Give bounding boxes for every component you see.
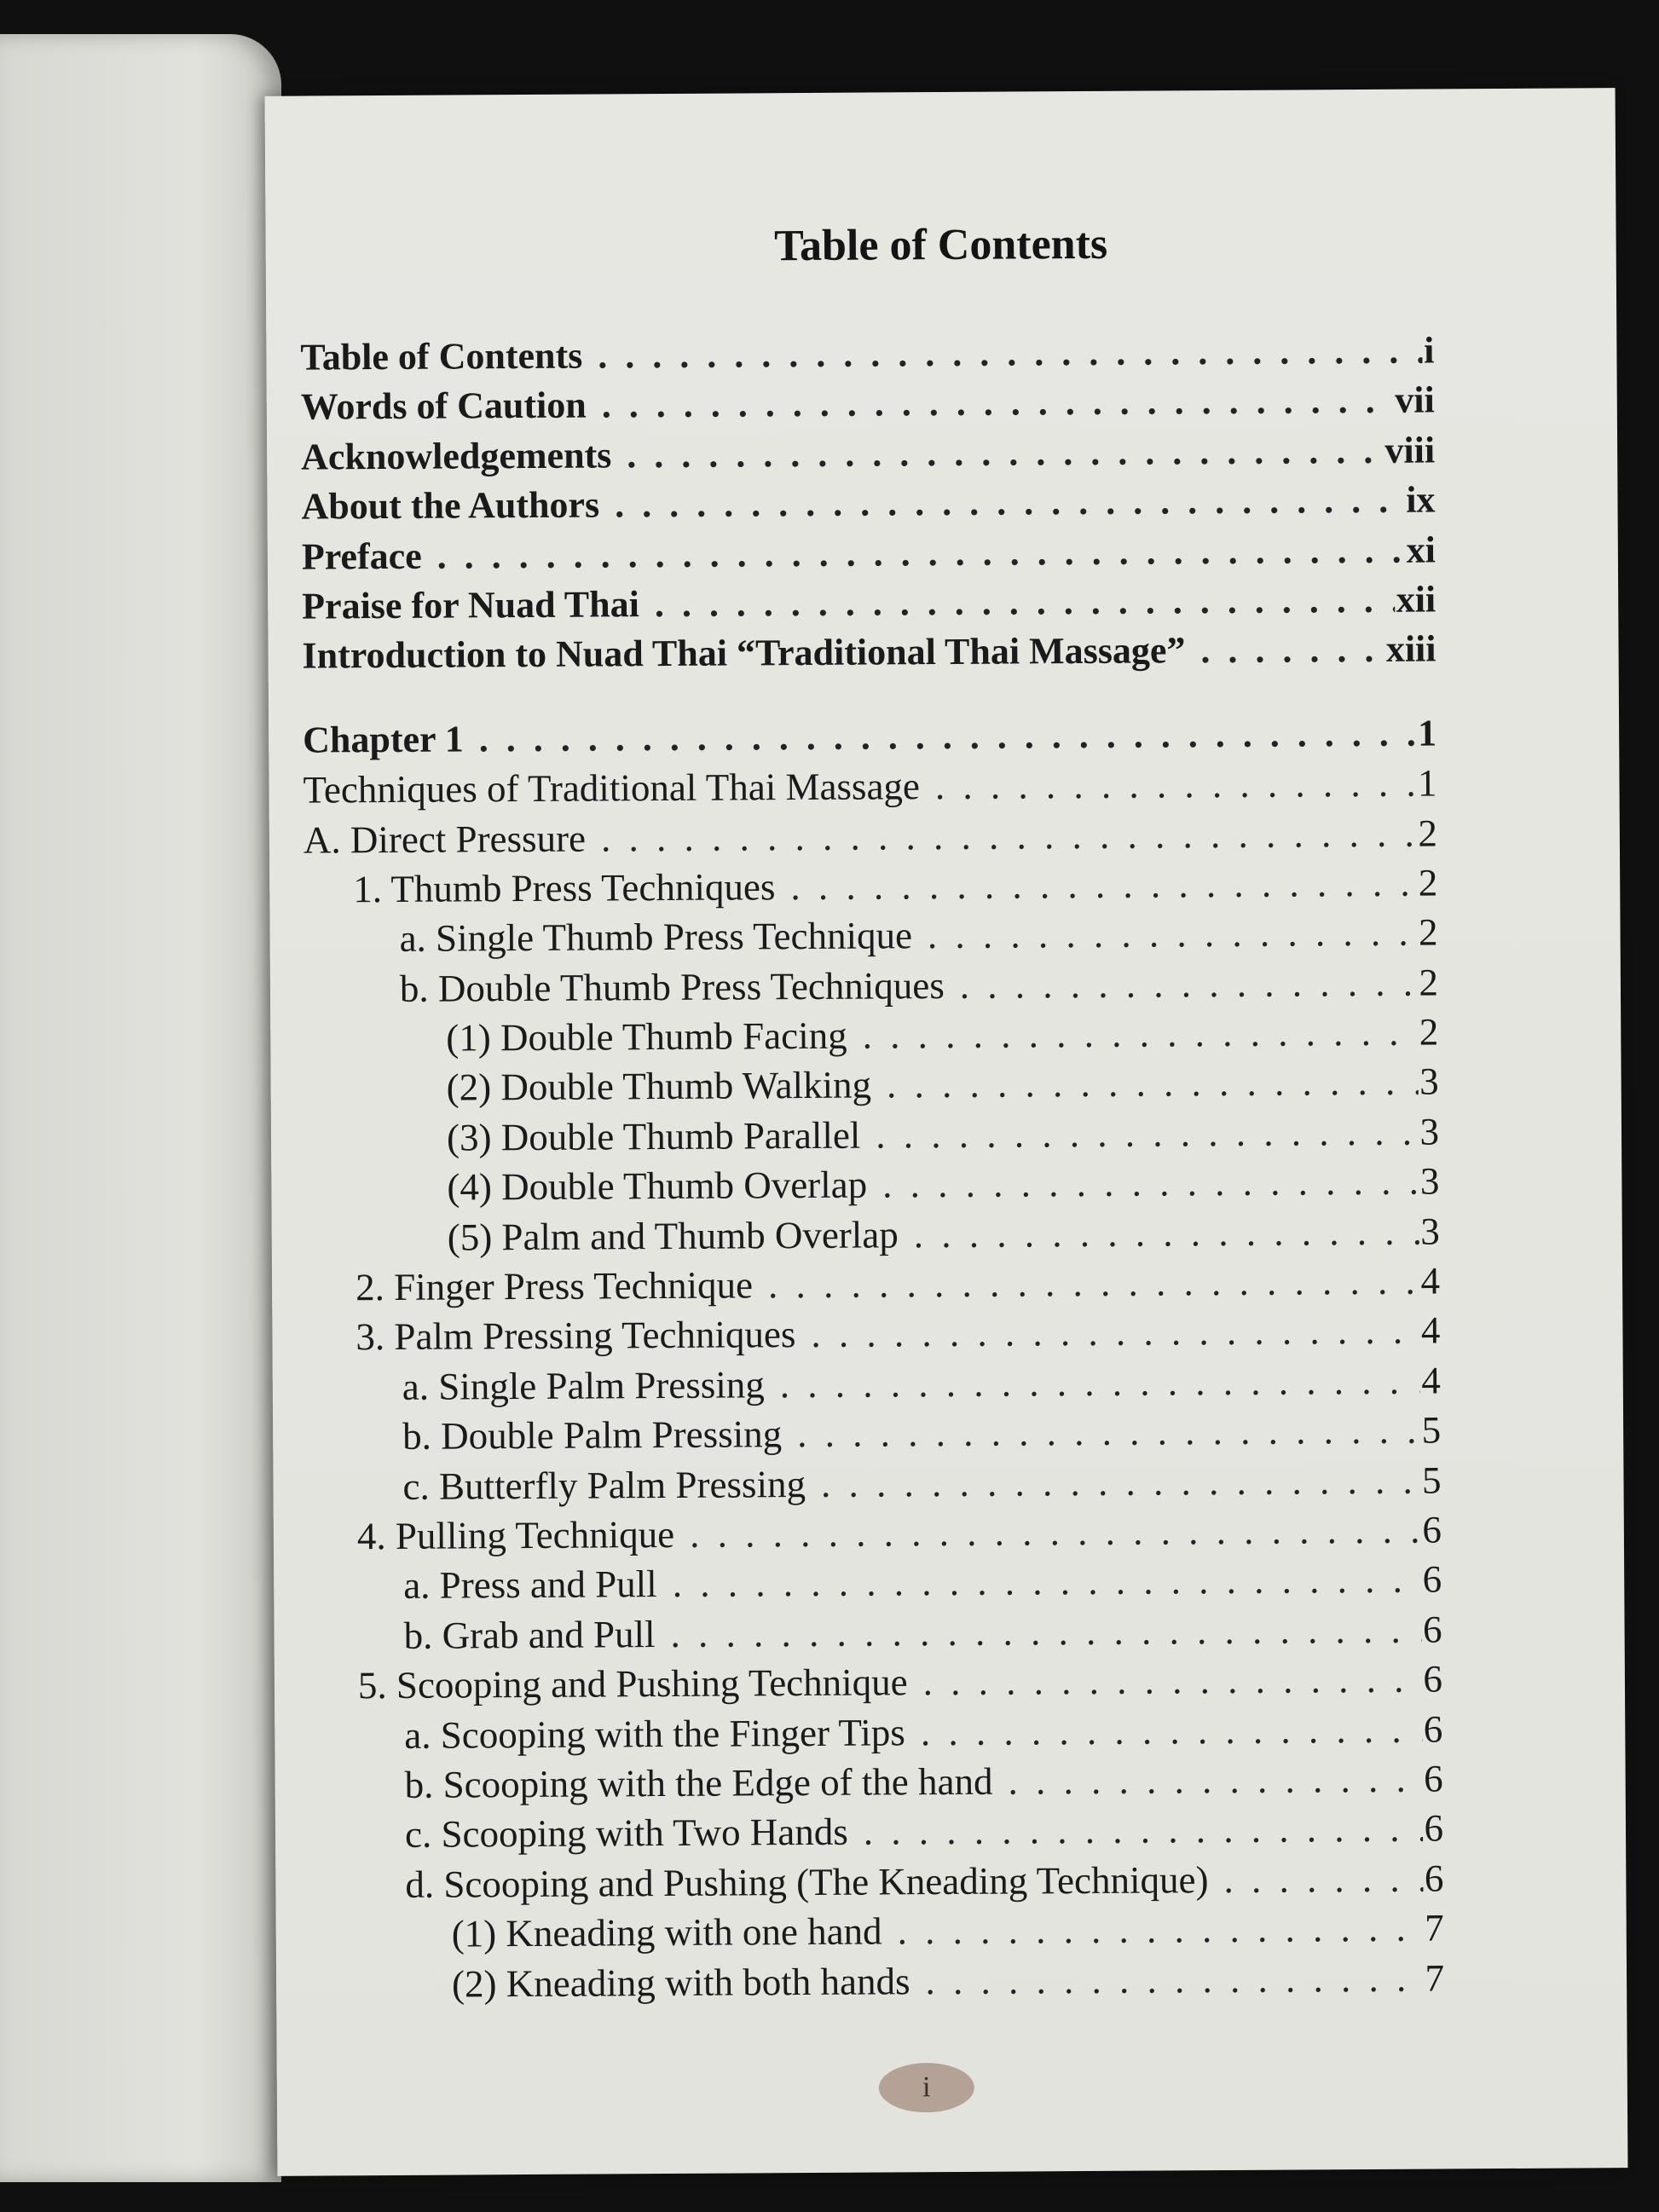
toc-entry-title: a. Single Palm Pressing xyxy=(402,1363,765,1408)
toc-entry xyxy=(307,1455,1441,1512)
toc-entry-page: 2 xyxy=(1418,910,1438,954)
toc-entry xyxy=(302,525,1436,582)
toc-entry xyxy=(304,1057,1438,1114)
dot-leader xyxy=(690,1505,1421,1560)
toc-entry-title: a. Single Thumb Press Technique xyxy=(399,914,913,961)
toc-entry xyxy=(310,1953,1444,2010)
toc-entry-title: (1) Double Thumb Facing xyxy=(446,1014,847,1060)
toc-entry-page: 1 xyxy=(1417,761,1437,805)
dot-leader xyxy=(479,708,1417,764)
toc-entry-title: Table of Contents xyxy=(300,334,583,378)
toc-entry-page: 6 xyxy=(1423,1757,1443,1800)
toc-entry-title: b. Double Palm Pressing xyxy=(402,1412,783,1458)
toc-entry-title: Chapter 1 xyxy=(303,718,464,761)
toc-entry xyxy=(309,1753,1442,1811)
toc-entry-title: (2) Double Thumb Walking xyxy=(446,1064,872,1110)
toc-entry-title: a. Press and Pull xyxy=(403,1562,657,1608)
toc-entry-page: xiii xyxy=(1385,627,1436,671)
toc-entry-page: 6 xyxy=(1423,1657,1443,1701)
dot-leader xyxy=(811,1306,1419,1360)
toc-entry-title: About the Authors xyxy=(301,483,600,528)
toc-entry xyxy=(301,425,1435,482)
toc-entry-title: a. Scooping with the Finger Tips xyxy=(404,1710,906,1757)
toc-entry xyxy=(307,1406,1441,1463)
toc-entry-page: viii xyxy=(1384,429,1436,471)
dot-leader xyxy=(882,1157,1419,1210)
toc-entry xyxy=(300,326,1434,383)
toc-entry-page: 2 xyxy=(1418,811,1438,855)
toc-entry xyxy=(309,1704,1442,1761)
toc-entry-page: 7 xyxy=(1425,1906,1444,1949)
toc-entry xyxy=(305,1106,1439,1164)
toc-entry xyxy=(304,957,1438,1014)
toc-entry-title: b. Grab and Pull xyxy=(403,1612,656,1657)
book-page xyxy=(265,88,1628,2176)
dot-leader xyxy=(797,1406,1420,1459)
dot-leader xyxy=(928,908,1417,961)
toc-entry-title: Words of Caution xyxy=(300,384,587,428)
toc-entry xyxy=(306,1206,1440,1263)
toc-entry-page: 2 xyxy=(1418,861,1438,904)
toc-entry-page: xii xyxy=(1396,578,1436,621)
toc-entry xyxy=(303,759,1436,816)
toc-entry-page: 6 xyxy=(1422,1608,1442,1651)
dot-leader xyxy=(897,1903,1423,1956)
toc-entry xyxy=(309,1853,1443,1910)
toc-entry-page: xi xyxy=(1406,528,1436,571)
toc-entry-title: 3. Palm Pressing Techniques xyxy=(356,1313,796,1359)
toc-entry-title: c. Butterfly Palm Pressing xyxy=(402,1462,806,1508)
toc-entry-title: 1. Thumb Press Techniques xyxy=(353,865,776,911)
toc-entry-page: 2 xyxy=(1419,961,1439,1004)
toc-entry xyxy=(306,1256,1440,1313)
dot-leader xyxy=(1223,1853,1423,1904)
toc-entry-title: (5) Palm and Thumb Overlap xyxy=(447,1212,899,1259)
toc-entry-page: 5 xyxy=(1421,1408,1442,1452)
toc-entry xyxy=(306,1306,1440,1363)
dot-leader xyxy=(601,808,1417,863)
toc-entry-page: 6 xyxy=(1422,1557,1442,1601)
toc-entry-title: c. Scooping with Two Hands xyxy=(404,1811,848,1857)
toc-entry-title: (2) Kneading with both hands xyxy=(451,1959,910,2006)
toc-entry xyxy=(303,708,1436,765)
dot-leader xyxy=(821,1455,1420,1509)
dot-leader xyxy=(921,1704,1422,1757)
dot-leader xyxy=(780,1355,1420,1409)
toc-entry-title: 4. Pulling Technique xyxy=(356,1512,675,1558)
toc-entry-page: ix xyxy=(1406,478,1436,521)
toc-entry xyxy=(302,575,1436,632)
toc-entry-title: Introduction to Nuad Thai “Traditional Thai Massage” xyxy=(302,629,1186,677)
toc-entry-page: 4 xyxy=(1420,1259,1441,1302)
dot-leader xyxy=(673,1555,1421,1609)
toc-entry-page: 6 xyxy=(1422,1508,1442,1551)
toc-list xyxy=(300,326,1444,2009)
toc-entry xyxy=(307,1355,1441,1412)
toc-entry-page: 4 xyxy=(1421,1359,1441,1402)
toc-entry-title: (1) Kneading with one hand xyxy=(451,1909,882,1955)
toc-entry xyxy=(308,1505,1442,1562)
toc-entry-title: 2. Finger Press Technique xyxy=(355,1263,754,1309)
toc-entry-title: b. Double Thumb Press Techniques xyxy=(399,963,945,1010)
toc-entry xyxy=(308,1555,1442,1612)
toc-entry xyxy=(302,625,1436,682)
toc-entry xyxy=(303,908,1437,965)
toc-entry-title: d. Scooping and Pushing (The Kneading Technique) xyxy=(405,1857,1209,1906)
toc-entry-page: 3 xyxy=(1419,1060,1439,1104)
page-title: Table of Contents xyxy=(773,219,1108,271)
dot-leader xyxy=(925,1953,1423,2006)
toc-entry-title: A. Direct Pressure xyxy=(303,817,587,862)
toc-entry-title: Techniques of Traditional Thai Massage xyxy=(303,765,921,811)
dot-leader xyxy=(615,476,1404,530)
toc-entry-page: 4 xyxy=(1420,1308,1441,1353)
dot-leader xyxy=(655,575,1395,630)
toc-entry xyxy=(308,1604,1442,1661)
toc-entry-page: 6 xyxy=(1424,1857,1444,1900)
dot-leader xyxy=(922,1655,1421,1707)
toc-entry-page: 3 xyxy=(1419,1159,1440,1203)
toc-entry-page: 6 xyxy=(1424,1806,1444,1850)
dot-leader xyxy=(790,858,1417,912)
dot-leader xyxy=(960,957,1418,1010)
toc-entry-title: (4) Double Thumb Overlap xyxy=(447,1163,868,1209)
dot-leader xyxy=(862,1008,1417,1060)
dot-leader xyxy=(914,1206,1419,1259)
dot-leader xyxy=(876,1106,1419,1159)
toc-entry-page: 5 xyxy=(1421,1458,1442,1502)
toc-entry xyxy=(301,376,1435,433)
page-number-badge: i xyxy=(879,2063,974,2113)
toc-entry-page: 3 xyxy=(1420,1210,1440,1253)
dot-leader xyxy=(864,1804,1423,1857)
toc-entry xyxy=(309,1804,1443,1861)
facing-page-edge xyxy=(0,34,281,2182)
toc-entry-page: i xyxy=(1424,329,1435,372)
dot-leader xyxy=(602,376,1394,430)
dot-leader xyxy=(670,1604,1421,1659)
toc-entry-page: 2 xyxy=(1419,1010,1439,1054)
toc-entry-title: Praise for Nuad Thai xyxy=(302,583,640,627)
toc-entry-page: 7 xyxy=(1425,1955,1445,2000)
toc-entry-page: 3 xyxy=(1419,1110,1440,1153)
toc-entry xyxy=(304,1008,1438,1065)
toc-entry-page: vii xyxy=(1395,378,1435,422)
dot-leader xyxy=(768,1256,1419,1310)
toc-entry-title: Preface xyxy=(301,534,422,578)
toc-entry xyxy=(305,1157,1439,1214)
dot-leader xyxy=(598,326,1422,381)
toc-entry-title: Acknowledgements xyxy=(300,434,612,478)
dot-leader xyxy=(627,426,1383,481)
toc-entry-title: b. Scooping with the Edge of the hand xyxy=(404,1759,993,1806)
toc-entry-page: 1 xyxy=(1418,712,1437,754)
toc-entry xyxy=(303,808,1437,865)
dot-leader xyxy=(935,759,1416,811)
dot-leader xyxy=(887,1057,1418,1110)
toc-entry-title: 5. Scooping and Pushing Technique xyxy=(357,1660,908,1707)
toc-entry xyxy=(303,858,1437,915)
toc-entry xyxy=(310,1903,1444,1961)
toc-entry-title: (3) Double Thumb Parallel xyxy=(446,1113,861,1159)
toc-entry-page: 6 xyxy=(1423,1707,1443,1751)
dot-leader xyxy=(1200,625,1384,676)
dot-leader xyxy=(437,525,1405,580)
toc-entry xyxy=(301,476,1435,533)
toc-entry xyxy=(309,1655,1442,1712)
dot-leader xyxy=(1008,1754,1422,1806)
